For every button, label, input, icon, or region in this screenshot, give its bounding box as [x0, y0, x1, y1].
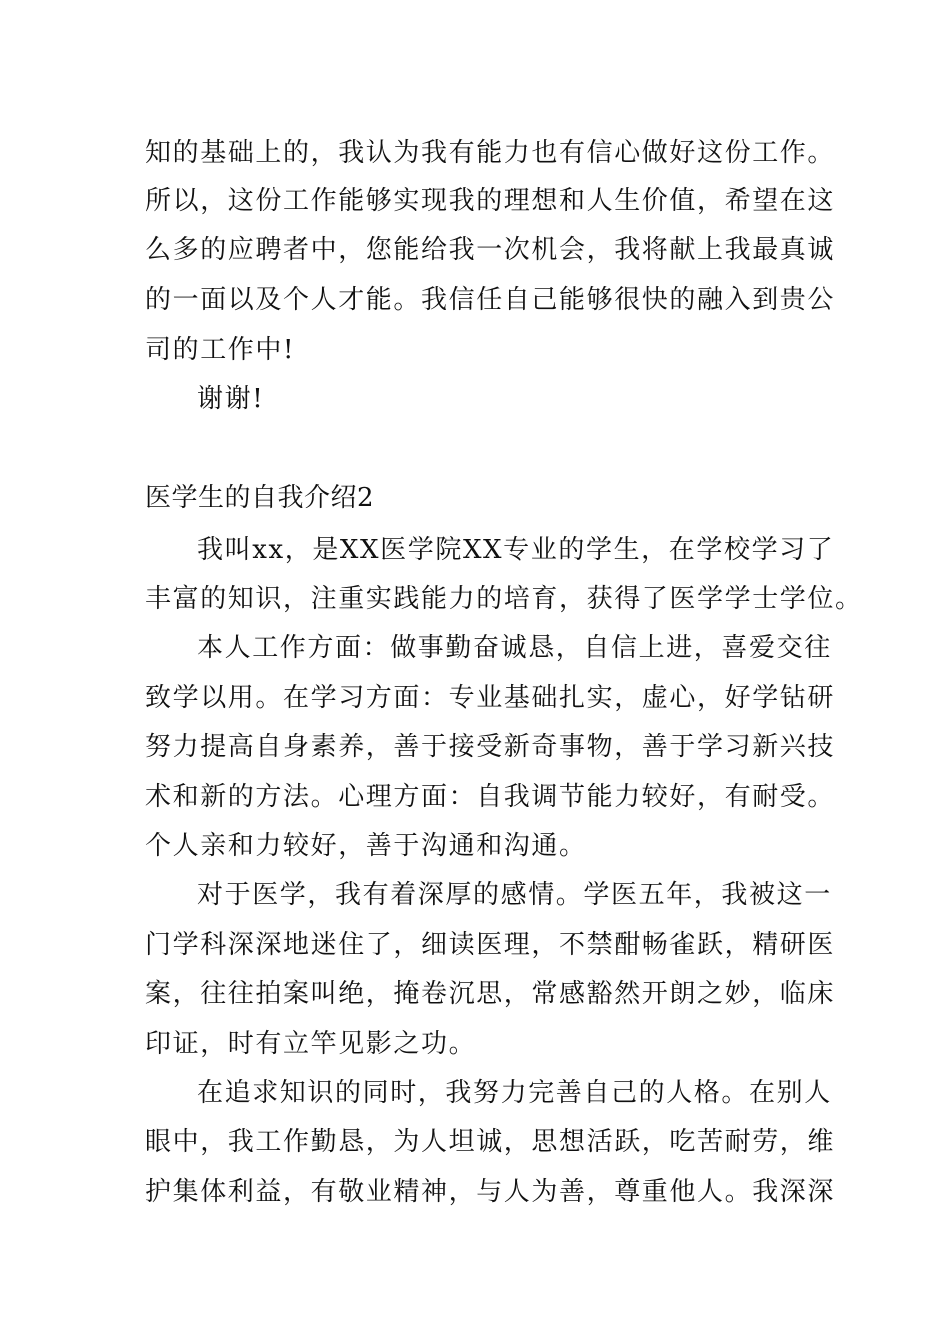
text-line: 在追求知识的同时，我努力完善自己的人格。在别人 [197, 1078, 832, 1108]
thanks-text: 谢谢! [197, 384, 265, 414]
text-line: 印证，时有立竿见影之功。 [145, 1029, 477, 1059]
text-line: 护集体利益，有敬业精神，与人为善，尊重他人。我深深 [145, 1177, 836, 1207]
text-line: 个人亲和力较好，善于沟通和沟通。 [145, 831, 587, 861]
text-line: 知的基础上的，我认为我有能力也有信心做好这份工作。 [145, 138, 836, 168]
text-line: 司的工作中! [145, 335, 296, 365]
text-line: 丰富的知识，注重实践能力的培育，获得了医学学士学位。 [145, 584, 863, 614]
text-line: 对于医学，我有着深厚的感情。学医五年，我被这一 [197, 880, 832, 910]
section-title: 医学生的自我介绍2 [145, 483, 375, 513]
text-line: 努力提高自身素养，善于接受新奇事物，善于学习新兴技 [145, 732, 836, 762]
text-line: 本人工作方面：做事勤奋诚恳，自信上进，喜爱交往 [197, 633, 832, 663]
text-line: 所以，这份工作能够实现我的理想和人生价值，希望在这 [145, 186, 836, 216]
text-line: 眼中，我工作勤恳，为人坦诚，思想活跃，吃苦耐劳，维 [145, 1127, 836, 1157]
text-line: 致学以用。在学习方面：专业基础扎实，虚心，好学钻研 [145, 683, 836, 713]
text-line: 术和新的方法。心理方面：自我调节能力较好，有耐受。 [145, 782, 836, 812]
text-line: 我叫xx，是XX医学院XX专业的学生，在学校学习了 [197, 535, 835, 565]
text-line: 么多的应聘者中，您能给我一次机会，我将献上我最真诚 [145, 235, 836, 265]
text-line: 的一面以及个人才能。我信任自己能够很快的融入到贵公 [145, 285, 836, 315]
text-line: 案，往往拍案叫绝，掩卷沉思，常感豁然开朗之妙，临床 [145, 979, 836, 1009]
text-line: 门学科深深地迷住了，细读医理，不禁酣畅雀跃，精研医 [145, 930, 836, 960]
